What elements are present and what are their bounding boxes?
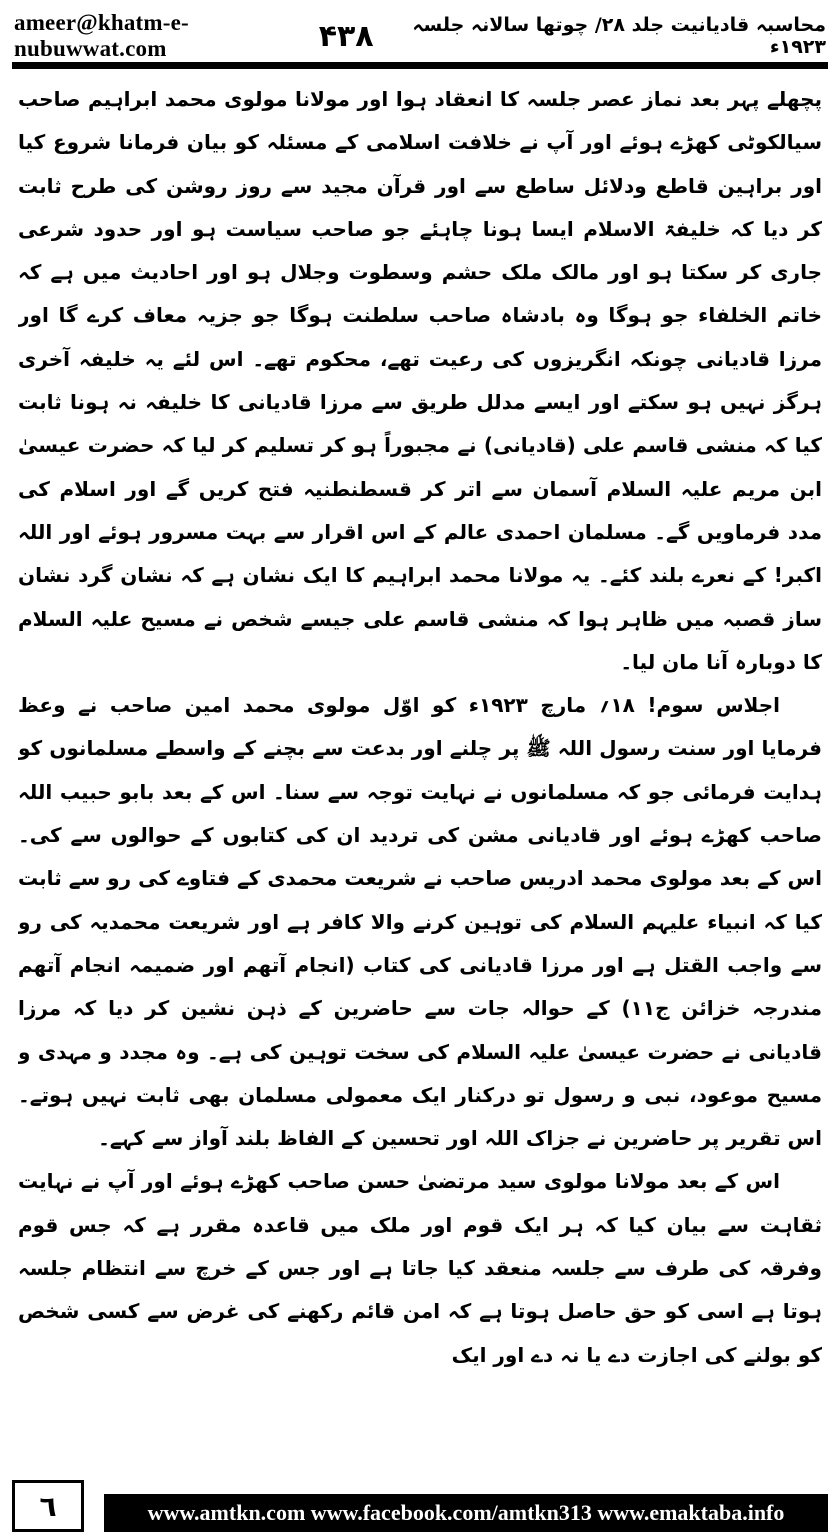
footer-links: www.amtkn.com www.facebook.com/amtkn313 www.emaktaba.info — [104, 1494, 828, 1532]
body-paragraph-3: اس کے بعد مولانا مولوی سید مرتضیٰ حسن صاحب کھڑے ہوئے اور آپ نے نہایت ثقاہت سے بیان کیا کہ ہر ایک قوم اور ملک میں قاعدہ مقرر ہے کہ جس قوم وفرقہ کی طرف سے جلسہ منعقد کیا جاتا ہے اور جس کے خرچ سے انتظام جلسہ ہوتا ہے اسی کو حق حاصل ہوتا ہے کہ امن قائم رکھنے کی غرض سے کسی شخص کو بولنے کی اجازت دے یا نہ دے اور ایک — [18, 1169, 822, 1367]
header-page-number: ۴۳۸ — [318, 18, 374, 54]
page-body — [18, 78, 822, 1470]
header-divider — [12, 62, 828, 69]
header-email: ameer@khatm-e-nubuwwat.com — [14, 10, 189, 61]
body-paragraph-2: اجلاس سوم! ۱۸؍ مارچ ۱۹۲۳ء کو اوّل مولوی محمد امین صاحب نے وعظ فرمایا اور سنت رسول اللہ ﷺ پر چلنے اور بدعت سے بچنے کے واسطے مسلمانوں کو ہدایت فرمائی جو کہ مسلمانوں نے نہایت توجہ سے سنا۔ اس کے بعد بابو حبیب اللہ صاحب کھڑے ہوئے اور قادیانی مشن کی تردید ان کی کتابوں کے حوالوں سے کی۔ اس کے بعد مولوی محمد ادریس صاحب نے شریعت محمدی کے فتاوے کی رو سے ثابت کیا کہ انبیاء علیہم السلام کی توہین کرنے والا کافر ہے اور شریعت محمدیہ کی رو سے واجب القتل ہے اور مرزا قادیانی کی کتاب (انجام آتھم اور ضمیمہ انجام آتھم مندرجہ خزائن ج۱۱) کے حوالہ جات سے حاضرین کے ذہن نشین کر دیا کہ مرزا قادیانی نے حضرت عیسیٰ علیہ السلام کی سخت توہین کی ہے۔ وہ مجدد و مہدی و مسیح موعود، نبی و رسول تو درکنار ایک معمولی مسلمان بھی ثابت نہیں ہوتے۔ اس تقریر پر حاضرین نے جزاک اللہ اور تحسین کے الفاظ بلند آواز سے کہے۔ — [18, 693, 822, 1151]
body-paragraph-1: پچھلے پہر بعد نماز عصر جلسہ کا انعقاد ہوا اور مولانا مولوی محمد ابراہیم صاحب سیالکوٹی کھڑے ہوئے اور آپ نے خلافت اسلامی کے مسئلہ کو بیان فرمانا شروع کیا اور براہین قاطع ودلائل ساطع سے اور قرآن مجید سے روز روشن کی طرح ثابت کر دیا کہ خلیفۃ الاسلام ایسا ہونا چاہئے جو صاحب سیاست ہو اور حدود شرعی جاری کر سکتا ہو اور مالک ملک حشم وسطوت وجلال ہو اور احادیث میں ہے کہ خاتم الخلفاء جو ہوگا وہ بادشاہ صاحب سلطنت ہوگا جو جزیہ معاف کرے گا اور مرزا قادیانی چونکہ انگریزوں کی رعیت تھے، محکوم تھے۔ اس لئے یہ خلیفہ آخری ہرگز نہیں ہو سکتے اور ایسے مدلل طریق سے مرزا قادیانی کا خلیفہ نہ ہونا ثابت کیا کہ منشی قاسم علی (قادیانی) نے مجبوراً ہو کر تسلیم کر لیا کہ حضرت عیسیٰ ابن مریم علیہ السلام آسمان سے اتر کر قسطنطنیہ فتح کریں گے اور اسلام کی مدد فرماویں گے۔ مسلمان احمدی عالم کے اس اقرار سے بہت مسرور ہوئے اور اللہ اکبر! کے نعرے بلند کئے۔ یہ مولانا محمد ابراہیم کا ایک نشان ہے کہ نشان گرد نشان ساز قصبہ میں ظاہر ہوا کہ منشی قاسم علی جیسے شخص نے مسیح علیہ السلام کا دوبارہ آنا مان لیا۔ — [18, 87, 822, 674]
header-running-title: محاسبہ قادیانیت جلد ۲۸/ چوتھا سالانہ جلسہ ۱۹۲۳ء — [412, 14, 826, 58]
page-footer — [12, 1480, 828, 1532]
footer-page-box: ٦ — [12, 1480, 84, 1532]
header-title-group — [319, 14, 826, 58]
page-header — [14, 10, 826, 61]
